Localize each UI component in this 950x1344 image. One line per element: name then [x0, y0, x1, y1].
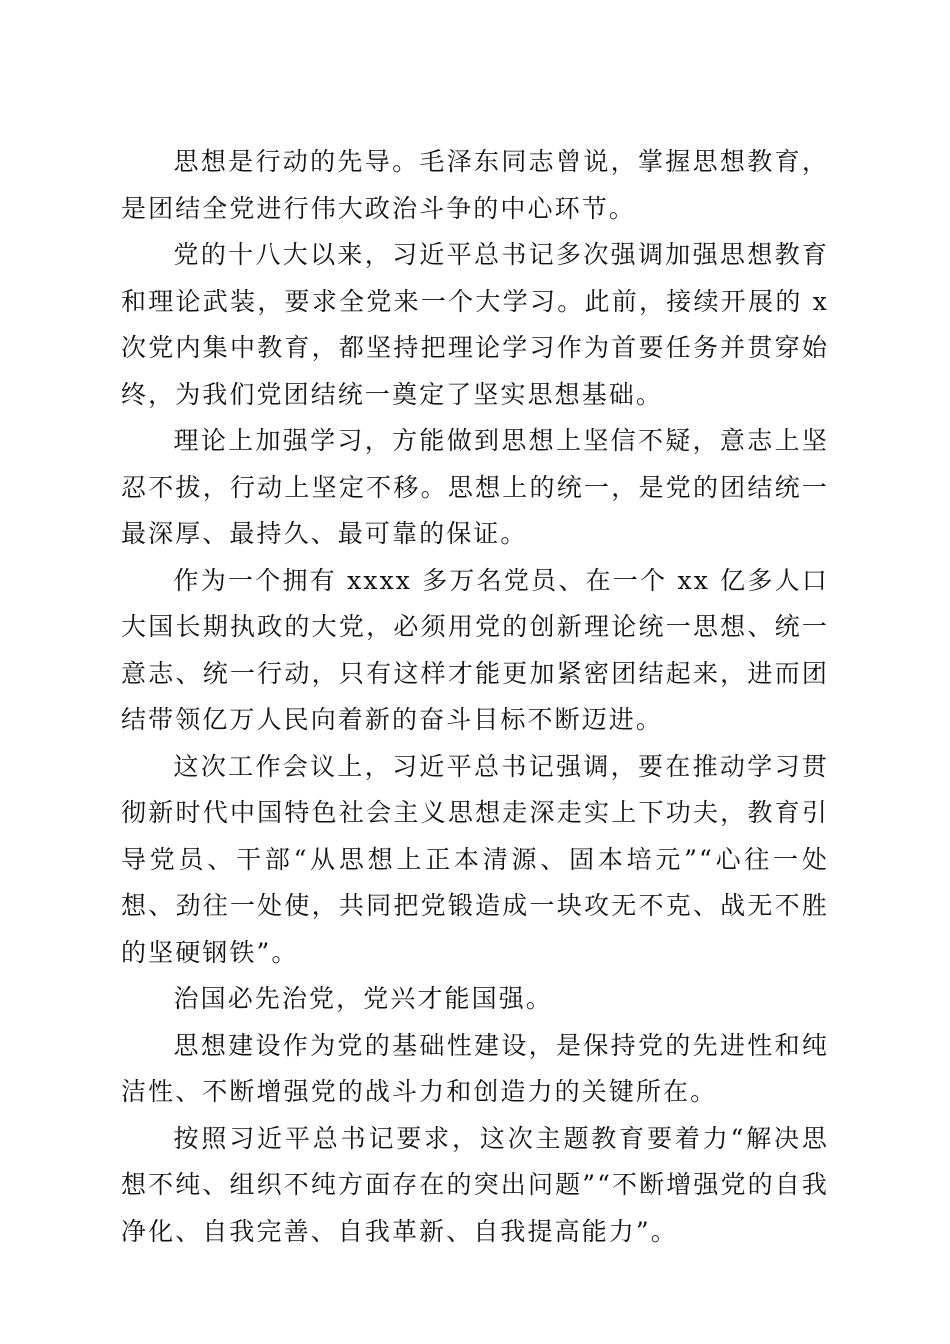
document-body	[121, 139, 829, 1255]
paragraph-8: 按照习近平总书记要求，这次主题教育要着力“解决思想不纯、组织不纯方面存在的突出问题”“不断增强党的自我净化、自我完善、自我革新、自我提高能力”。	[121, 1123, 829, 1246]
paragraph-7: 思想建设作为党的基础性建设，是保持党的先进性和纯洁性、不断增强党的战斗力和创造力的关键所在。	[121, 1030, 829, 1106]
paragraph-5: 这次工作会议上，习近平总书记强调，要在推动学习贯彻新时代中国特色社会主义思想走深走实上下功夫，教育引导党员、干部“从思想上正本清源、固本培元”“心往一处想、劲往一处使，共同把党锻造成一块攻无不克、战无不胜的坚硬钢铁”。	[121, 751, 829, 967]
paragraph-3: 理论上加强学习，方能做到思想上坚信不疑，意志上坚忍不拔，行动上坚定不移。思想上的统一，是党的团结统一最深厚、最持久、最可靠的保证。	[121, 426, 829, 548]
paragraph-6: 治国必先治党，党兴才能国强。	[173, 984, 553, 1013]
paragraph-1: 思想是行动的先导。毛泽东同志曾说，掌握思想教育，是团结全党进行伟大政治斗争的中心环节。	[121, 147, 829, 223]
paragraph-2: 党的十八大以来，习近平总书记多次强调加强思想教育和理论武装，要求全党来一个大学习。此前，接续开展的 x 次党内集中教育，都坚持把理论学习作为首要任务并贯穿始终，为我们党团结统一奠定了坚实思想基础。	[121, 240, 829, 409]
paragraph-4: 作为一个拥有 xxxx 多万名党员、在一个 xx 亿多人口大国长期执政的大党，必须用党的创新理论统一思想、统一意志、统一行动，只有这样才能更加紧密团结起来，进而团结带领亿万人民向着新的奋斗目标不断迈进。	[121, 565, 829, 734]
